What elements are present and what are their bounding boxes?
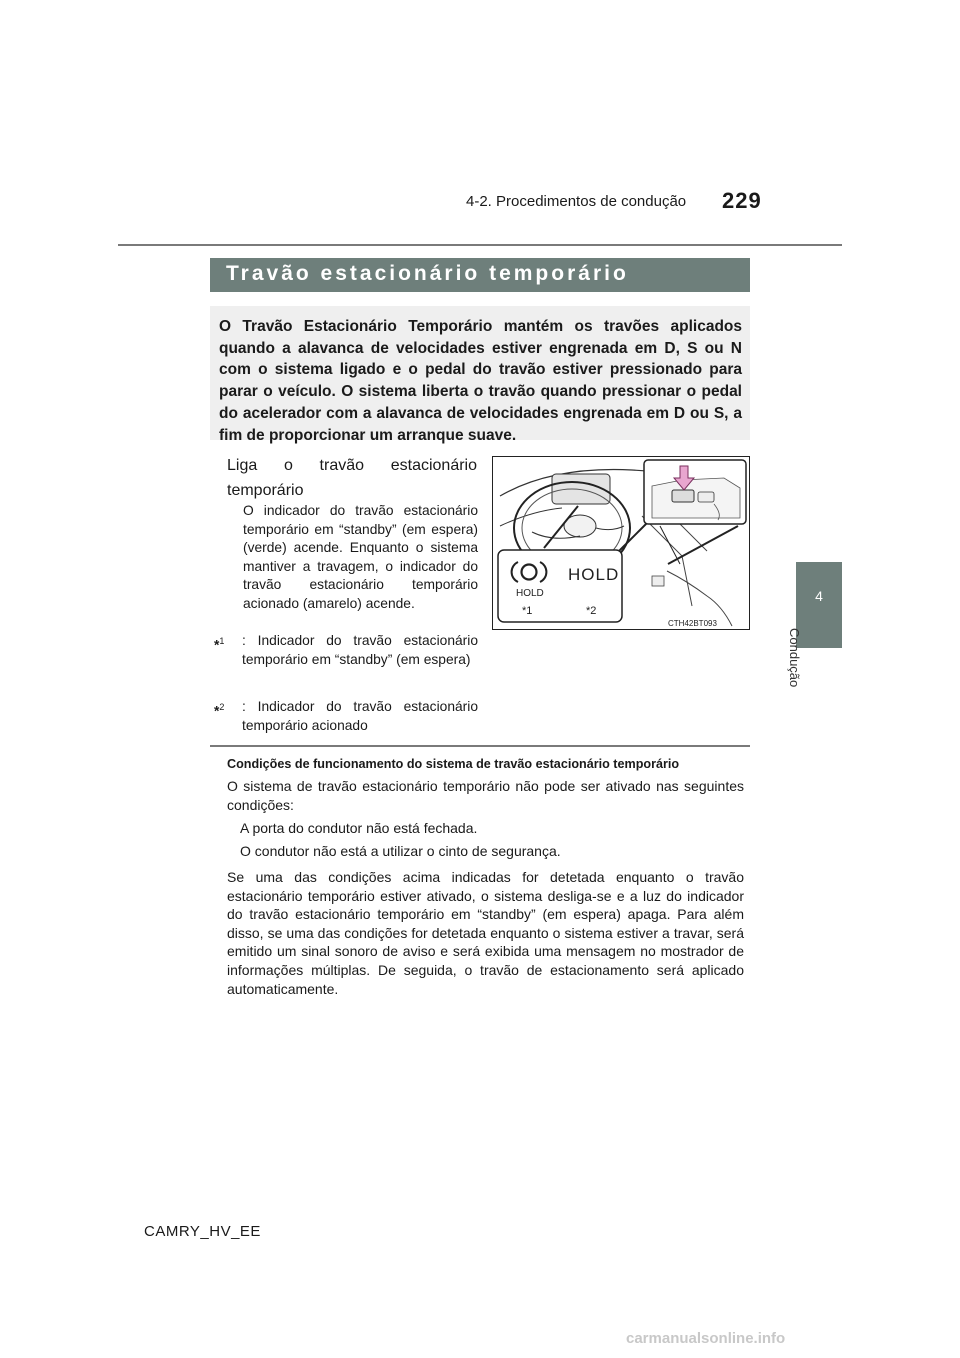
footnote-mark: *$^2$ [214,702,225,719]
callout-2: *2 [586,605,597,617]
footnote-text: : Indicador do travão estacionário temporário acionado [242,699,478,733]
chapter-tab-number: 4 [815,588,823,604]
footnote-text: : Indicador do travão estacionário temporário em “standby” (em espera) [242,633,478,667]
conditions-intro: O sistema de travão estacionário temporário não pode ser ativado nas seguintes condições: [227,778,744,813]
chapter-title: 4-2. Procedimentos de condução [466,193,687,210]
callout-1: *1 [522,605,533,617]
footnote-mark: *$^1$ [214,636,225,653]
item-description: O indicador do travão estacionário temporário em “standby” (em espera) (verde) acende. Enquanto o sistema mantiver a travagem, o indicador do travão estacionário temporário acionado (amarelo) acende. [243,503,478,611]
chapter-tab-label [784,628,804,708]
chapter-tab-label-text: Condução [787,628,802,688]
intro-text: O Travão Estacionário Temporário mantém os travões aplicados quando a alavanca de velocidades estiver engrenada em D, S ou N com o sistema ligado e o pedal do travão estiver pressionado para parar o veículo. O sistema liberta o travão quando pressionar o pedal do acelerador com a alavanca de velocidades engrenada em D ou S, a fim de proporcionar um arranque suave. [219,318,742,444]
section-title: Travão estacionário temporário [226,262,629,285]
footnote-2 [214,698,478,735]
dashboard-illustration [492,456,750,630]
conditions-paragraph: Se uma das condições acima indicadas for detetada enquanto o travão estacionário temporário estiver ativado, o sistema desliga-se e a luz do indicador do travão estacionário temporário em “standby” (em espera) apaga. Para além disso, se uma das condições for detetada enquanto o sistema estiver a travar, será emitido um sinal sonoro de aviso e será exibida uma mensagem no mostrador de informações múltiplas. De seguida, o travão de estacionamento será aplicado automaticamente. [227,869,744,997]
watermark: carmanualsonline.info [626,1330,786,1347]
page-number: 229 [722,188,762,213]
item-lead: Liga o travão estacionário temporário [227,457,477,499]
hold-big-label: HOLD [568,565,620,584]
section-divider [210,745,750,747]
conditions-title: Condições de funcionamento do sistema de travão estacionário temporário [227,757,680,771]
header-rule [118,244,842,246]
hold-small-label: HOLD [516,588,544,599]
condition-item: A porta do condutor não está fechada. [240,820,478,836]
figure-code: CTH42BT093 [668,619,717,628]
footnote-1 [214,632,478,669]
footer-model-code: CAMRY_HV_EE [144,1223,261,1240]
condition-item: O condutor não está a utilizar o cinto de segurança. [240,843,561,859]
